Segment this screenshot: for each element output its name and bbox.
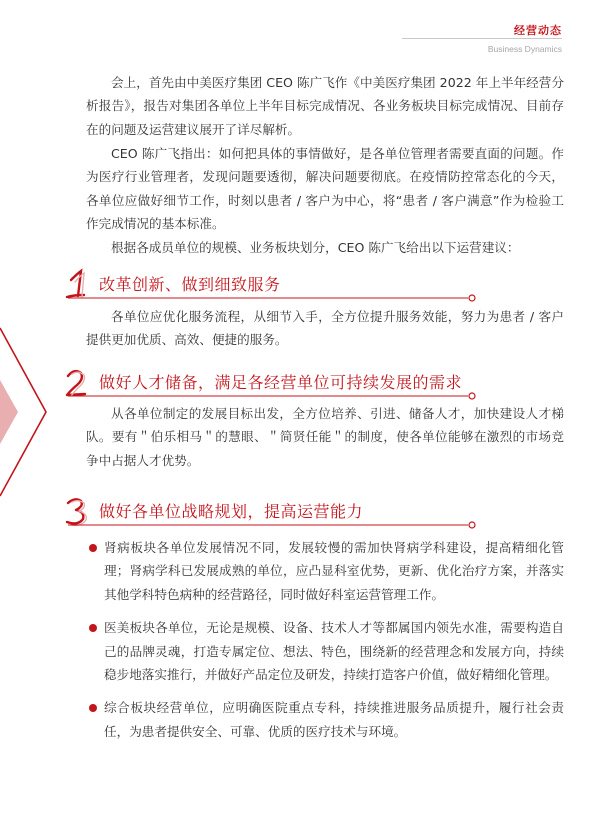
section-body: 从各单位制定的发展目标出发，全方位培养、引进、储备人才，加快建设人才梯队。要有＂伯乐相马＂的慧眼、＂简贤任能＂的制度，使各单位能够在激烈的市场竞争中占据人才优势。	[86, 406, 564, 468]
section-label-english: Business Dynamics	[487, 44, 562, 54]
section-body: 各单位应优化服务流程，从细节入手，全方位提升服务效能，努力为患者 / 客户提供更加优质、高效、便捷的服务。	[86, 309, 564, 348]
section-title: 做好各单位战略规划，提高运营能力	[99, 502, 364, 521]
bullet-dot-icon	[89, 624, 97, 632]
section-heading-1	[64, 270, 484, 304]
intro-paragraph: 会上，首先由中美医疗集团 CEO 陈广飞作《中美医疗集团 2022 年上半年经营分析报告》，报告对集团各单位上半年目标完成情况、各业务板块目标完成情况、目前存在的问题及运营建议展开了详尽解析。	[86, 75, 564, 137]
list-item	[86, 696, 564, 743]
section-heading-3	[64, 497, 484, 531]
list-item-text: 肾病板块各单位发展情况不同，发展较慢的需加快肾病学科建设，提高精细化管理；肾病学科已发展成熟的单位，应凸显科室优势，更新、优化治疗方案，并落实其他学科特色病种的经营路径，同时做好科室运营管理工作。	[104, 540, 564, 602]
intro-paragraph: CEO 陈广飞指出：如何把具体的事情做好，是各单位管理者需要直面的问题。作为医疗行业管理者，发现问题要透彻，解决问题要彻底。在疫情防控常态化的今天，各单位应做好细节工作，时刻以患者 / 客户为中心，将“患者 / 客户满意”作为检验工作完成情况的基本标准。	[86, 146, 564, 232]
list-item	[86, 536, 564, 606]
page-header	[402, 22, 562, 54]
list-item	[86, 616, 564, 686]
list-item-text: 综合板块经营单位，应明确医院重点专科，持续推进服务品质提升，履行社会责任，为患者提供安全、可靠、优质的医疗技术与环境。	[104, 700, 564, 739]
section-title: 改革创新、做到细致服务	[99, 275, 281, 294]
section-label: 经营动态	[514, 24, 562, 37]
bullet-dot-icon	[89, 704, 97, 712]
side-chevron-decoration	[0, 308, 50, 498]
bullet-dot-icon	[89, 544, 97, 552]
section-heading-2	[64, 368, 484, 402]
intro-paragraph: 根据各成员单位的规模、业务板块划分，CEO 陈广飞给出以下运营建议：	[111, 240, 520, 255]
strategy-bullet-list	[86, 536, 564, 743]
header-divider	[402, 38, 562, 39]
list-item-text: 医美板块各单位，无论是规模、设备、技术人才等都属国内领先水准，需要构造自己的品牌灵魂，打造专属定位、想法、特色，围绕新的经营理念和发展方向，持续稳步地落实推行，并做好产品定位及研发，持续打造客户价值，做好精细化管理。	[104, 620, 564, 683]
section-title: 做好人才储备，满足各经营单位可持续发展的需求	[99, 373, 463, 392]
